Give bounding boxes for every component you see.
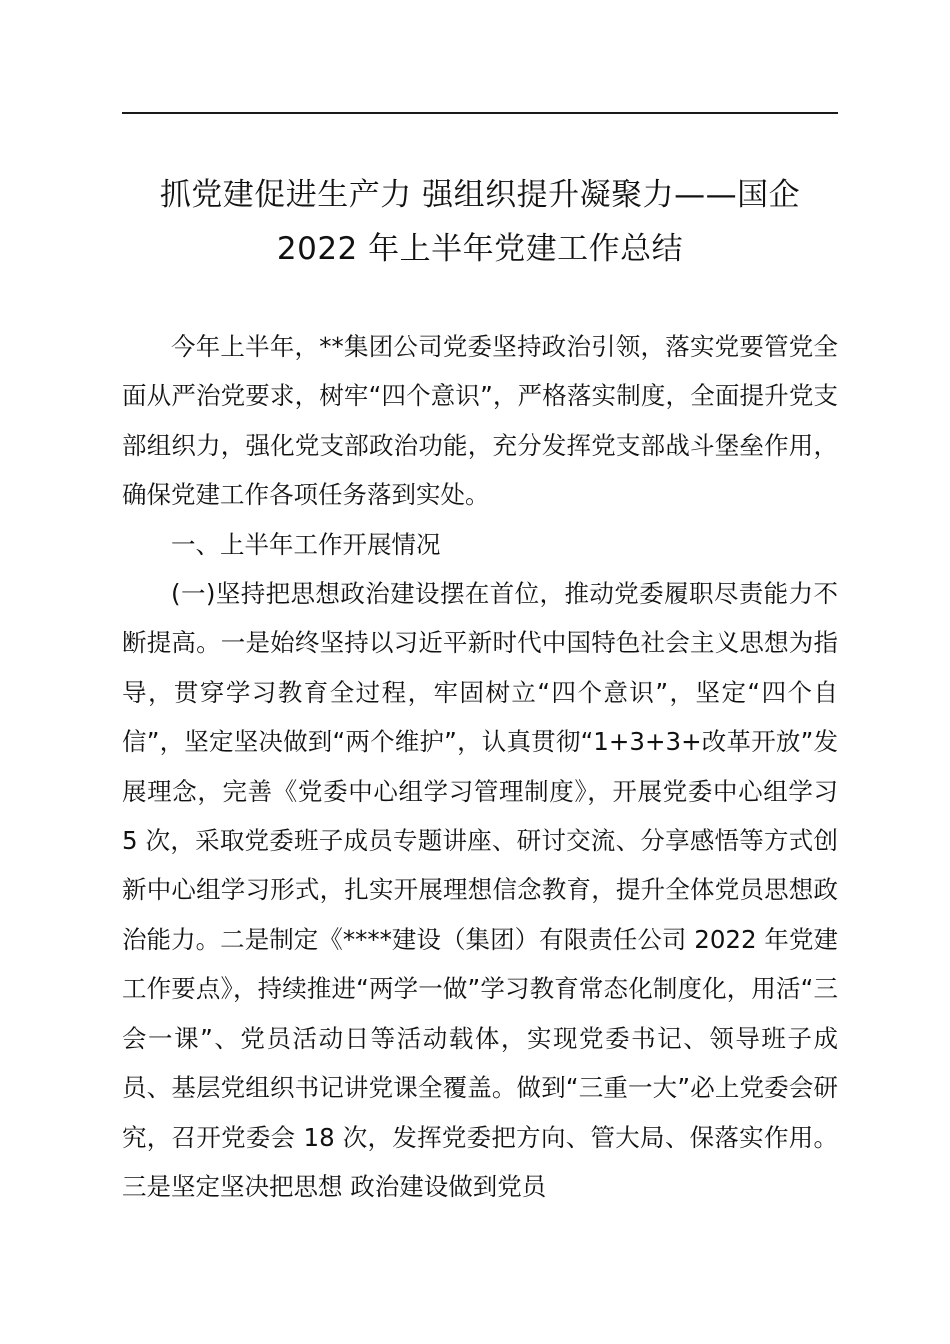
title-line-2: 2022 年上半年党建工作总结: [276, 231, 684, 267]
header-rule: [122, 112, 838, 114]
document-title: [110, 168, 850, 276]
section-heading: 一、上半年工作开展情况: [171, 529, 441, 559]
section-paragraph: (一)坚持把思想政治建设摆在首位，推动党委履职尽责能力不断提高。一是始终坚持以习近平新时代中国特色社会主义思想为指导，贯穿学习教育全过程，牢固树立“四个意识”，坚定“四个自信”，坚定坚决做到“两个维护”，认真贯彻“1+3+3+改革开放”发展理念，完善《党委中心组学习管理制度》，开展党委中心组学习 5 次，采取党委班子成员专题讲座、研讨交流、分享感悟等方式创新中心组学习形式，扎实开展理想信念教育，提升全体党员思想政治能力。二是制定《****建设（集团）有限责任公司 2022 年党建工作要点》，持续推进“两学一做”学习教育常态化制度化，用活“三会一课”、党员活动日等活动载体，实现党委书记、领导班子成员、基层党组织书记讲党课全覆盖。做到“三重一大”必上党委会研究，召开党委会 18 次，发挥党委把方向、管大局、保落实作用。三是坚定坚决把思想 政治建设做到党员: [122, 579, 838, 1201]
document-body: [122, 322, 838, 1211]
title-line-1: 抓党建促进生产力 强组织提升凝聚力——国企: [159, 177, 801, 213]
intro-paragraph: 今年上半年，**集团公司党委坚持政治引领，落实党要管党全面从严治党要求，树牢“四个意识”，严格落实制度，全面提升党支部组织力，强化党支部政治功能，充分发挥党支部战斗堡垒作用，确保党建工作各项任务落到实处。: [122, 332, 838, 510]
